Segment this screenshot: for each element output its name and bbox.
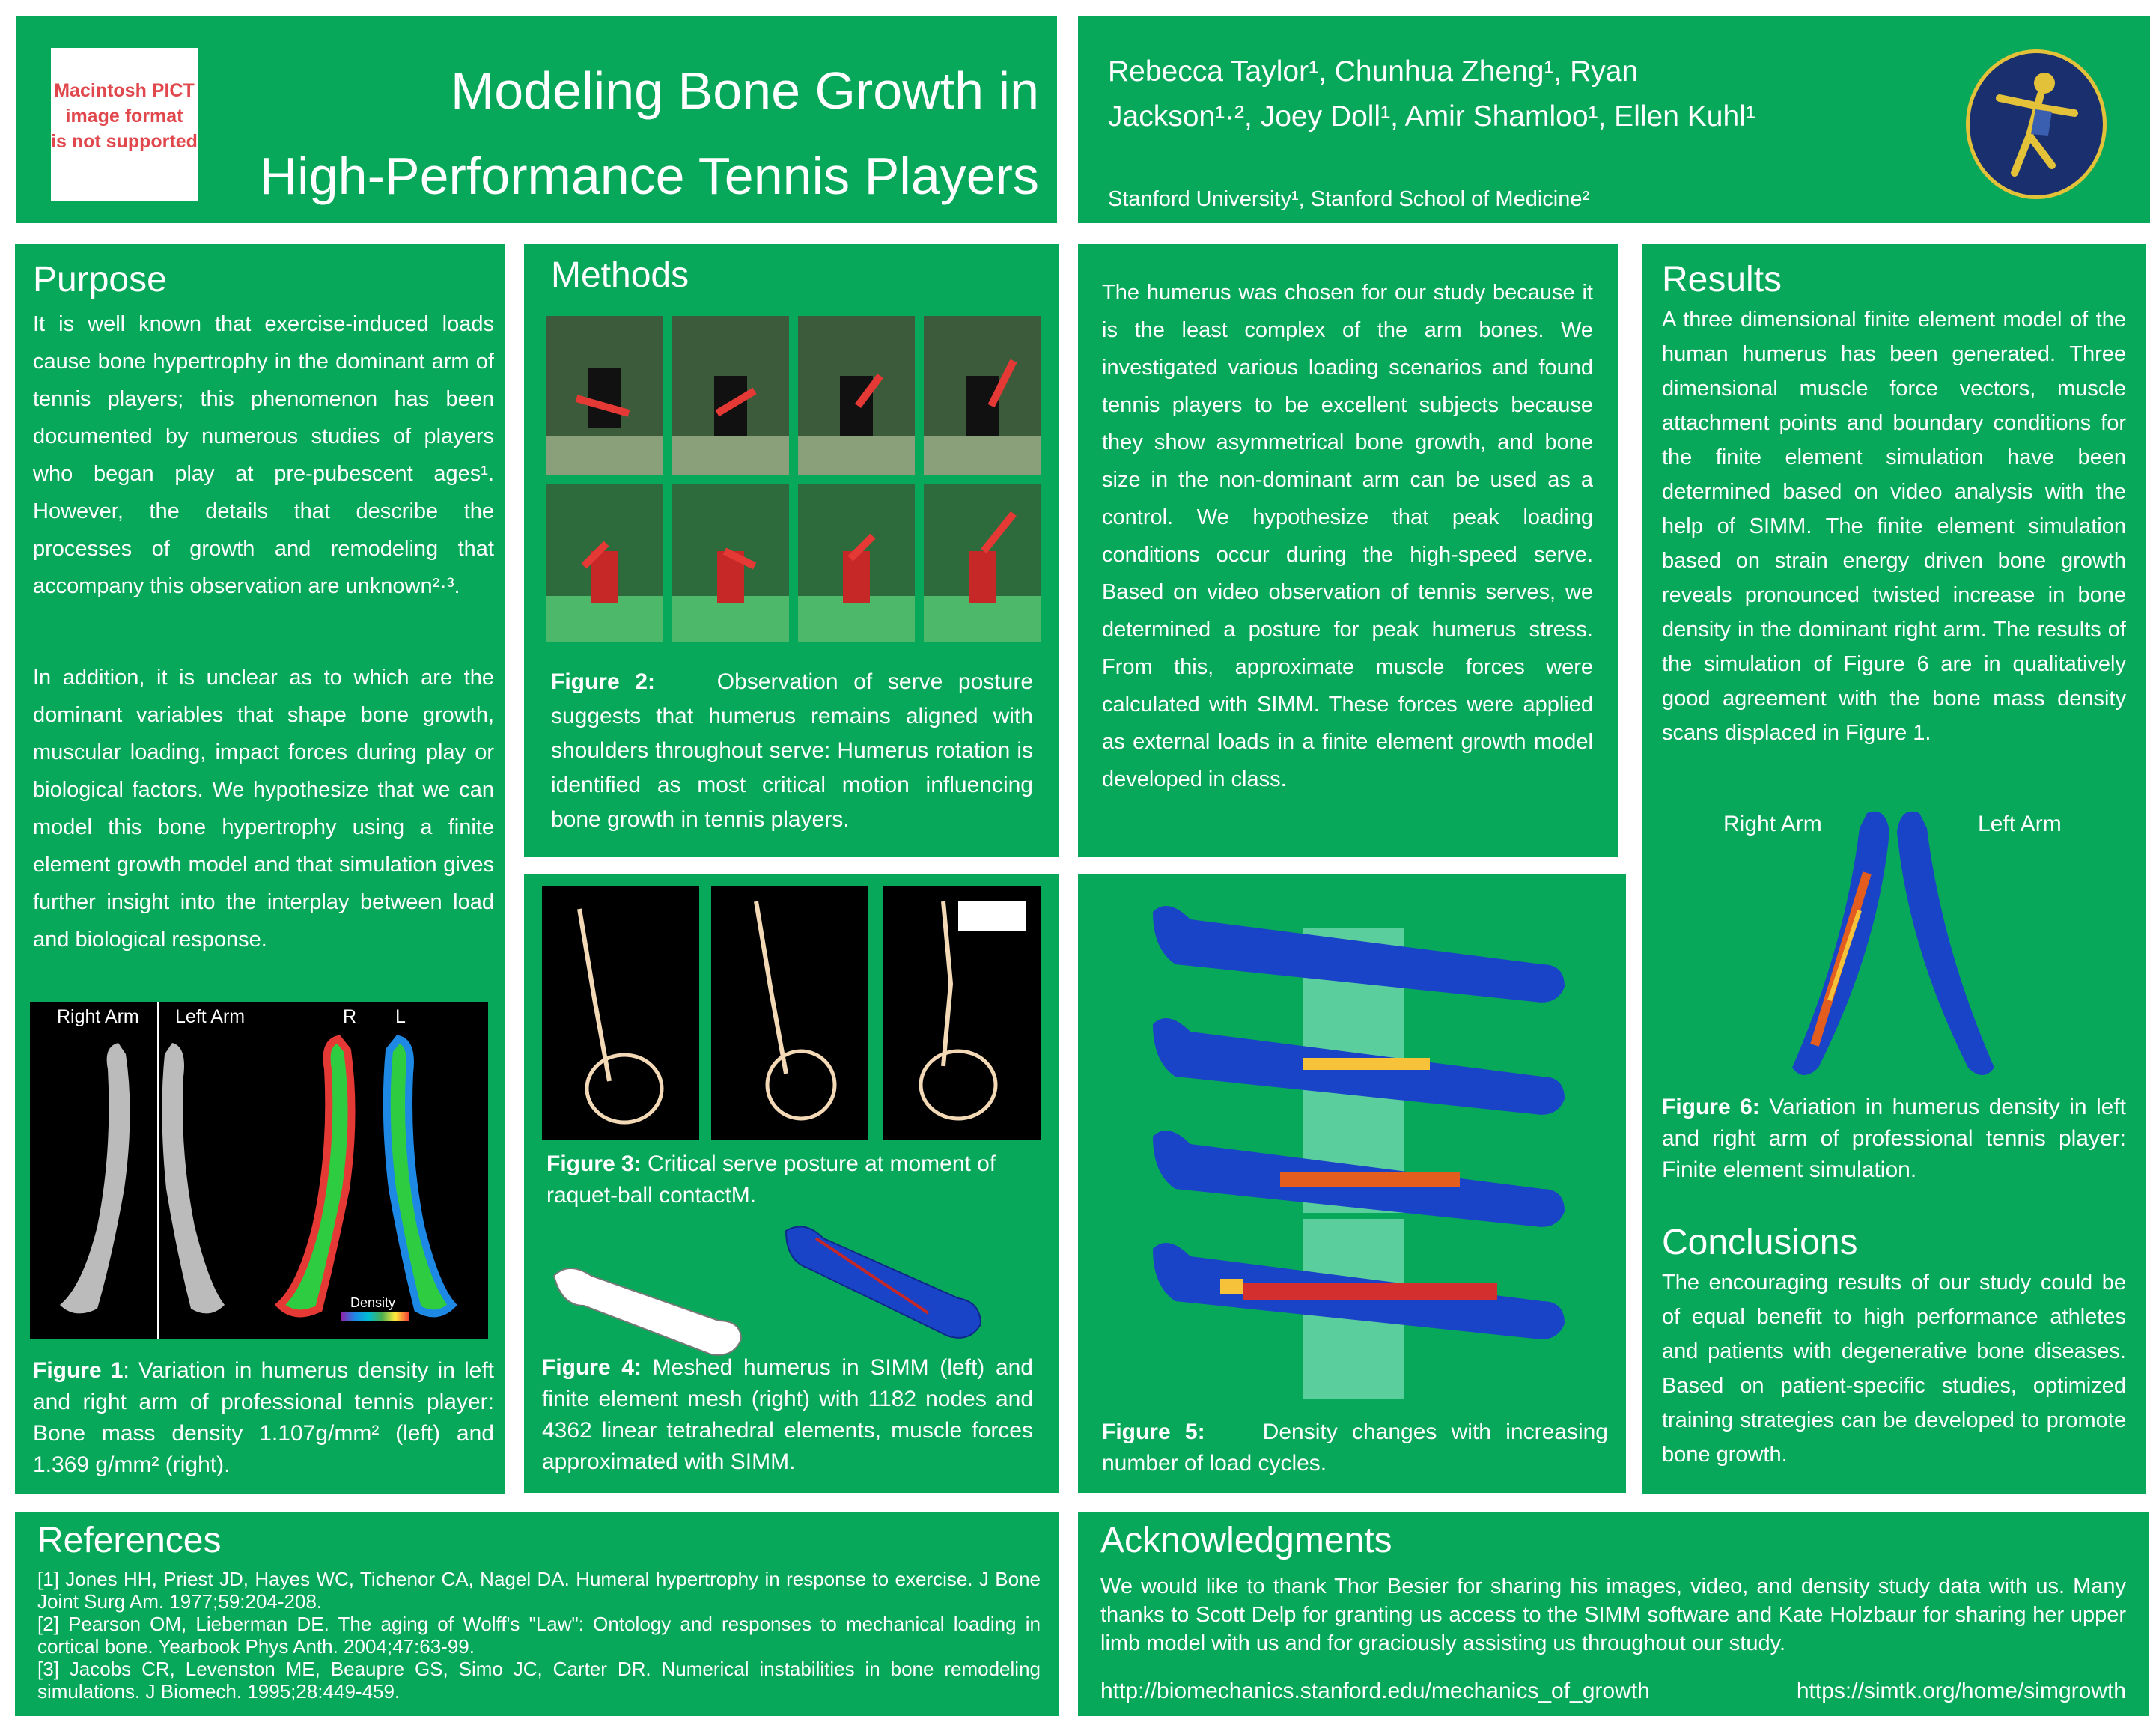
serve-frame [924, 316, 1041, 475]
pict-notice-line: Macintosh PICT [54, 80, 195, 101]
study-panel [1078, 244, 1618, 857]
density-label: Density [350, 1295, 396, 1310]
serve-frame-svg [924, 316, 1041, 475]
authors-line: Jackson¹·², Joey Doll¹, Amir Shamloo¹, Ellen Kuhl¹ [1108, 100, 1755, 133]
serve-frame-svg [672, 316, 789, 475]
study-para: The humerus was chosen for our study because it is the least complex of the arm bones. We investigated various loading scenarios and found tennis players to be excellent subjects because they show asymmetrical bone growth, and bone size in the non-dominant arm can be used as a control. We hypothesize that peak loading conditions occur during the high-speed serve. Based on video observation of tennis serves, we determined a posture for peak humerus stress. From this, approximate muscle forces were calculated with SIMM. These forces were applied as external loads in a finite element growth model developed in class. [1102, 281, 1593, 791]
results-panel [1642, 244, 2146, 1494]
simgrowth-link[interactable]: https://simtk.org/home/simgrowth [1796, 1679, 2126, 1703]
fig5-caption-label: Figure 5: [1102, 1420, 1205, 1444]
poster-title [260, 48, 1039, 219]
skeleton-image [542, 886, 699, 1140]
skeleton-svg [542, 886, 699, 1140]
serve-frame-svg [798, 316, 915, 475]
serve-frame-svg [924, 484, 1041, 642]
fig1-left-label: Left Arm [175, 1006, 246, 1027]
references-panel [15, 1512, 1059, 1716]
fig4-caption-text: Meshed humerus in SIMM (left) and finite element mesh (right) with 1182 nodes and 4362 linear tetrahedral elements, muscle forces approximated with SIMM. [542, 1355, 1033, 1474]
fig5-panel [1078, 874, 1626, 1493]
fig2-caption [551, 665, 1033, 837]
fig1-caption-label: Figure 1 [33, 1358, 124, 1383]
fig1-caption-text: : Variation in humerus density in left and right arm of professional tennis player: Bone mass density 1.107g/mm² (left) and 1.369 g/mm² (right). [33, 1358, 494, 1477]
fig1-greyscale-image [30, 1002, 267, 1339]
fig5-bones-svg [1078, 874, 1626, 1414]
authors-line: Rebecca Taylor¹, Chunhua Zheng¹, Ryan [1108, 55, 1639, 88]
skeleton-svg [883, 886, 1041, 1140]
affiliations: Stanford University¹, Stanford School of Medicine² [1108, 187, 1590, 211]
pict-notice-line: is not supported [51, 131, 198, 152]
conclusions-para: The encouraging results of our study could be of equal benefit to high performance athletes and patients with degenerative bone diseases. Based on patient-specific studies, optimized training strategies can be developed to promote bone growth. [1662, 1271, 2126, 1467]
fig3-caption [546, 1149, 1033, 1211]
serve-frame-svg [546, 484, 663, 642]
title-line: High-Performance Tennis Players [259, 147, 1039, 205]
purpose-panel [15, 244, 505, 1494]
serve-frame [798, 484, 915, 642]
title-line: Modeling Bone Growth in [451, 61, 1039, 120]
results-heading: Results [1662, 260, 1782, 299]
reference-item: [1] Jones HH, Priest JD, Hayes WC, Tichenor CA, Nagel DA. Humeral hypertrophy in response to exercise. J Bone Joint Surg Am. 1977;59:204-208. [37, 1568, 1041, 1613]
density-colorbar [341, 1312, 409, 1321]
serve-frame [546, 484, 663, 642]
serve-frame [924, 484, 1041, 642]
pict-placeholder [51, 48, 198, 201]
fig1-right-label: Right Arm [57, 1006, 139, 1027]
fig6-caption [1662, 1092, 2126, 1186]
fig6-right-label: Right Arm [1723, 812, 1822, 836]
fig4-caption-label: Figure 4: [542, 1355, 642, 1380]
fig5-caption [1102, 1417, 1608, 1479]
fig2-caption-label: Figure 2: [551, 669, 656, 694]
fig6-caption-text: Variation in humerus density in left and right arm of professional tennis player: Finite element simulation. [1662, 1095, 2126, 1182]
serve-frame-svg [798, 484, 915, 642]
authors-panel [1078, 16, 2150, 223]
skeleton-svg [711, 886, 868, 1140]
fig4-caption [542, 1352, 1033, 1478]
results-para: A three dimensional finite element model of the human humerus has been generated. Three dimensional muscle force vectors, muscle attachment points and boundary conditions for the finite element simulation have been determined based on video analysis with the help of SIMM. The finite element simulation based on strain energy driven bone growth reveals pronounced twisted increase in bone density in the dominant right arm. The results of the simulation of Figure 6 are in qualitatively good agreement with the bone mass density scans displaced in Figure 1. [1662, 308, 2126, 745]
fig6-bones-svg [1642, 798, 2146, 1098]
fig1-caption [33, 1355, 494, 1481]
serve-frame-svg [672, 484, 789, 642]
serve-frame-svg [546, 316, 663, 475]
fig6-caption-label: Figure 6: [1662, 1095, 1760, 1119]
acknowledgments-panel [1078, 1512, 2149, 1716]
serve-frame [798, 316, 915, 475]
reference-item: [2] Pearson OM, Lieberman DE. The aging of Wolff's "Law": Ontology and responses to mechanical loading in cortical bone. Yearbook Phys Anth. 2004;47:63-99. [37, 1613, 1041, 1658]
reference-item: [3] Jacobs CR, Levenston ME, Beaupre GS, Simo JC, Carter DR. Numerical instabilities in bone remodeling simulations. J Biomech. 1995;28:449-459. [37, 1658, 1041, 1703]
purpose-para2: In addition, it is unclear as to which are the dominant variables that shape bone growth, muscular loading, impact forces during play or biological factors. We hypothesize that we can model this bone hypertrophy using a finite element growth model and that simulation gives further insight into the interplay between load and biological response. [33, 666, 494, 952]
serve-frame [546, 316, 663, 475]
fig2-caption-text: Observation of serve posture suggests that humerus remains aligned with shoulders throughout serve: Humerus rotation is identified as most critical motion influencing bone growth in tennis players. [551, 669, 1033, 832]
fig3-caption-text: Critical serve posture at moment of raquet-ball contactM. [546, 1151, 996, 1208]
references-list [37, 1568, 1041, 1703]
serve-frame [672, 484, 789, 642]
fig1-r-label: R [343, 1006, 357, 1027]
bone-scan-svg [30, 1002, 267, 1339]
mechanics-growth-link[interactable]: http://biomechanics.stanford.edu/mechanics_of_growth [1100, 1679, 1650, 1703]
fig1-density-image [264, 1002, 488, 1339]
fig5-caption-text: Density changes with increasing number of load cycles. [1102, 1420, 1608, 1476]
references-heading: References [37, 1521, 222, 1560]
fig4-mesh-svg [539, 1216, 1048, 1373]
purpose-heading: Purpose [33, 260, 167, 299]
pict-notice-line: image format [65, 106, 183, 127]
density-map-svg [264, 1002, 488, 1339]
fig3-caption-label: Figure 3: [546, 1151, 642, 1176]
title-panel [16, 16, 1057, 223]
conclusions-heading: Conclusions [1662, 1223, 1858, 1262]
runner-icon [1970, 53, 2103, 195]
fig6-left-label: Left Arm [1978, 812, 2062, 836]
fig1-l-label: L [395, 1006, 406, 1027]
serve-frame [672, 316, 789, 475]
skeleton-image [883, 886, 1041, 1140]
skeleton-image [711, 886, 868, 1140]
methods-figures-panel [524, 874, 1059, 1493]
acknowledgments-heading: Acknowledgments [1100, 1521, 1392, 1560]
logo [1966, 49, 2107, 199]
methods-heading: Methods [551, 255, 689, 295]
purpose-para1: It is well known that exercise-induced loads cause bone hypertrophy in the dominant arm of tennis players; this phenomenon has been documented by numerous studies of players who began play at pre-pubescent ages¹. However, the details that describe the processes of growth and remodeling that accompany this observation are unknown²·³. [33, 312, 494, 598]
authors [1108, 49, 1755, 139]
methods-panel [524, 244, 1059, 857]
acknowledgments-para: We would like to thank Thor Besier for sharing his images, video, and density study data with us. Many thanks to Scott Delp for granting us access to the SIMM software and Kate Holzbaur for sharing her upper limb model with us and for graciously assisting us throughout our study. [1100, 1575, 2126, 1655]
